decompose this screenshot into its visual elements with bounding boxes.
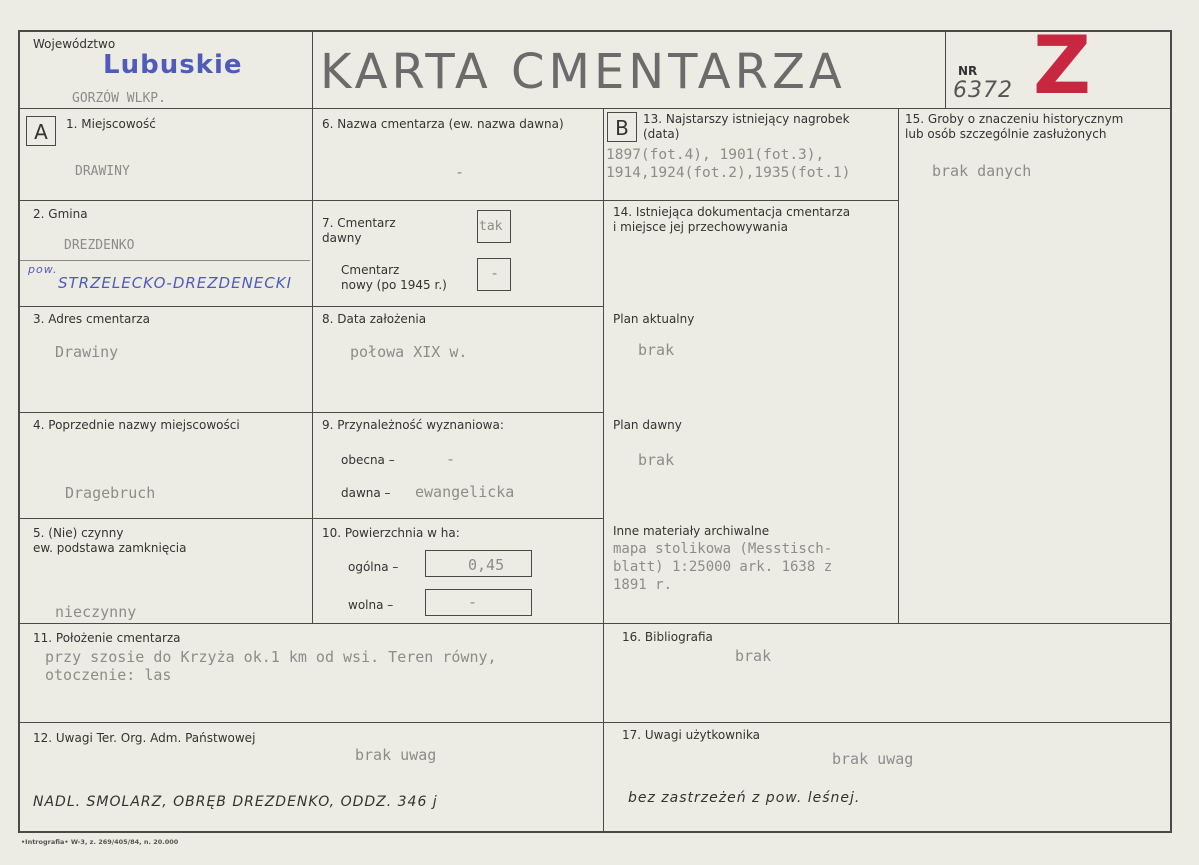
divider — [603, 200, 898, 201]
inne-value: mapa stolikowa (Messtisch- blatt) 1:25000 ark. 1638 z 1891 r. — [613, 541, 833, 593]
printer-footer: •Intrografia• W-3, z. 269/405/84, n. 20.000 — [21, 838, 179, 846]
poprzednie-value: Dragebruch — [65, 484, 156, 502]
adres-value: Drawiny — [55, 343, 119, 361]
plan-aktualny-label: Plan aktualny — [613, 312, 695, 326]
plan-dawny-value: brak — [638, 451, 675, 469]
uwagi-uzyt-handwritten: bez zastrzeżeń z pow. leśnej. — [628, 790, 861, 806]
nagrobek-value: 1897(fot.4), 1901(fot.3), 1914,1924(fot.2),1935(fot.1) — [606, 147, 851, 181]
divider — [18, 108, 1172, 109]
divider — [18, 306, 603, 307]
groby-value: brak danych — [932, 162, 1032, 180]
dawna-value: ewangelicka — [415, 483, 515, 501]
divider — [18, 412, 603, 413]
divider — [945, 30, 946, 108]
groby-label: 15. Groby o znaczeniu historycznym lub osób szczególnie zasłużonych — [905, 112, 1124, 141]
miejscowosc-value: DRAWINY — [75, 164, 130, 179]
wojewodztwo-label: Województwo — [33, 37, 116, 51]
plan-dawny-label: Plan dawny — [613, 418, 682, 432]
divider — [18, 200, 603, 201]
bibliografia-label: 16. Bibliografia — [622, 630, 713, 644]
nowy-label: Cmentarz nowy (po 1945 r.) — [341, 263, 447, 292]
wolna-box — [425, 589, 532, 616]
page-title: KARTA CMENTARZA — [320, 44, 846, 100]
wojewodztwo-typed: GORZÓW WLKP. — [72, 91, 166, 106]
nagrobek-label: 13. Najstarszy istniejący nagrobek (data) — [643, 112, 850, 141]
uwagi-uzyt-label: 17. Uwagi użytkownika — [622, 728, 761, 742]
plan-aktualny-value: brak — [638, 341, 675, 359]
ogolna-label: ogólna – — [348, 560, 399, 574]
data-value: połowa XIX w. — [350, 343, 468, 361]
section-a-letter: A — [26, 116, 56, 146]
dawny-label: 7. Cmentarz dawny — [322, 216, 396, 245]
red-mark: Z — [1033, 19, 1092, 112]
nazwa-label: 6. Nazwa cmentarza (ew. nazwa dawna) — [322, 117, 564, 131]
czynny-label: 5. (Nie) czynny ew. podstawa zamknięcia — [33, 526, 187, 555]
nr-value: 6372 — [953, 78, 1013, 103]
divider — [603, 108, 604, 833]
dokumentacja-label: 14. Istniejąca dokumentacja cmentarza i miejsce jej przechowywania — [613, 205, 851, 234]
miejscowosc-label: 1. Miejscowość — [66, 117, 156, 131]
divider — [18, 722, 1172, 723]
dawna-label: dawna – — [341, 486, 391, 500]
polozenie-label: 11. Położenie cmentarza — [33, 631, 181, 645]
section-b-letter: B — [607, 112, 637, 142]
gmina-handwritten: STRZELECKO-DREZDENECKI — [58, 274, 293, 292]
divider — [18, 518, 603, 519]
gmina-value: DREZDENKO — [64, 238, 135, 253]
divider — [898, 108, 899, 623]
divider — [312, 30, 313, 623]
obecna-label: obecna – — [341, 453, 395, 467]
divider — [18, 623, 1172, 624]
uwagi-uzyt-value: brak uwag — [832, 750, 914, 768]
czynny-value: nieczynny — [55, 603, 137, 621]
gmina-label: 2. Gmina — [33, 207, 88, 221]
wyznanie-label: 9. Przynależność wyznaniowa: — [322, 418, 504, 432]
ogolna-value: 0,45 — [468, 556, 505, 574]
nazwa-value: - — [455, 163, 465, 181]
nr-label: NR — [958, 64, 978, 78]
polozenie-value: przy szosie do Krzyża ok.1 km od wsi. Teren równy, otoczenie: las — [45, 648, 497, 684]
wolna-label: wolna – — [348, 598, 394, 612]
bibliografia-value: brak — [735, 647, 772, 665]
uwagi-ter-value: brak uwag — [355, 746, 437, 764]
uwagi-ter-handwritten: NADL. SMOLARZ, OBRĘB DREZDENKO, ODDZ. 346 j — [33, 794, 438, 810]
obecna-value: - — [446, 450, 456, 468]
poprzednie-label: 4. Poprzednie nazwy miejscowości — [33, 418, 240, 432]
data-label: 8. Data założenia — [322, 312, 427, 326]
inne-label: Inne materiały archiwalne — [613, 524, 770, 538]
adres-label: 3. Adres cmentarza — [33, 312, 150, 326]
dawny-value: tak — [479, 219, 503, 234]
wojewodztwo-stamp: Lubuskie — [103, 50, 243, 80]
wolna-value: - — [468, 593, 478, 611]
powierzchnia-label: 10. Powierzchnia w ha: — [322, 526, 460, 540]
nowy-value: - — [490, 264, 500, 282]
uwagi-ter-label: 12. Uwagi Ter. Org. Adm. Państwowej — [33, 731, 256, 745]
divider — [20, 260, 310, 261]
gmina-handwritten-prefix: pow. — [28, 263, 58, 276]
